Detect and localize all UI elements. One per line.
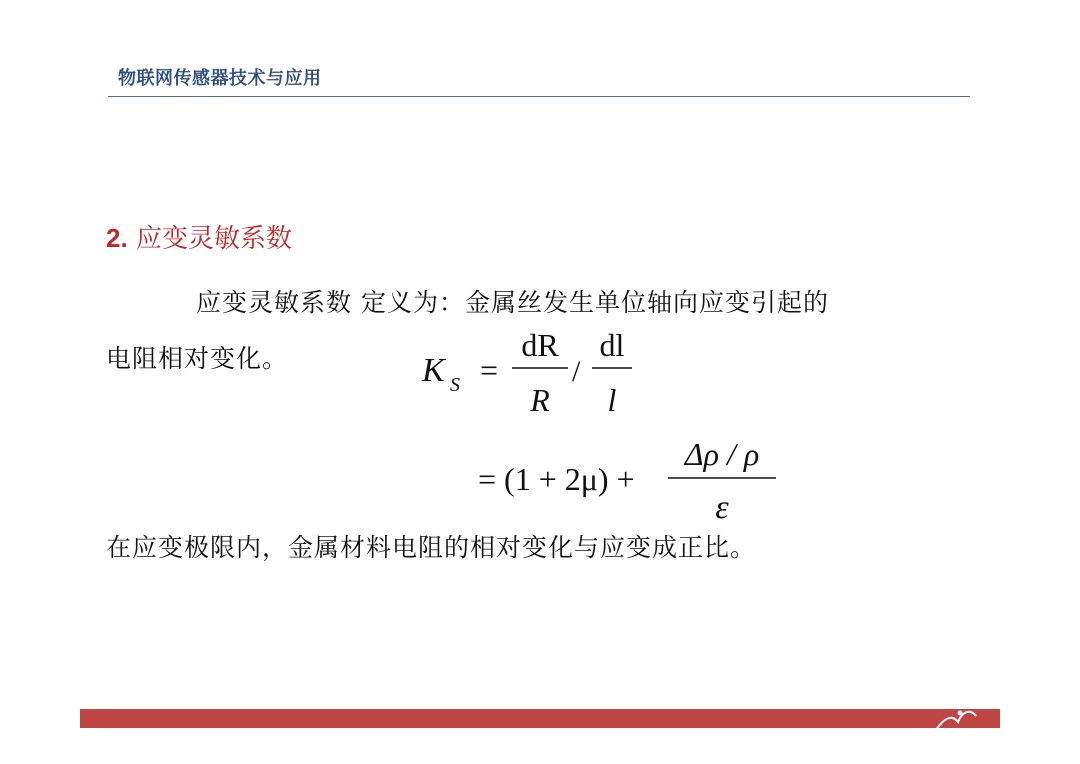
strain-sensitivity-formula bbox=[400, 318, 800, 528]
formula-frac2-numerator: dl bbox=[599, 327, 625, 363]
formula-line2-prefix: = (1 + 2μ) + bbox=[478, 461, 635, 497]
footer-bar bbox=[80, 709, 1000, 728]
formula-frac2-denominator: l bbox=[607, 382, 617, 418]
section-number: 2. bbox=[106, 223, 128, 253]
conclusion-line: 在应变极限内，金属材料电阻的相对变化与应变成正比。 bbox=[106, 533, 757, 562]
formula-lhs-subscript: S bbox=[450, 374, 460, 396]
section-title: 应变灵敏系数 bbox=[135, 224, 292, 254]
formula-frac3-numerator: Δρ / ρ bbox=[684, 436, 760, 472]
definition-line-2: 电阻相对变化。 bbox=[106, 344, 289, 373]
formula-frac1-numerator: dR bbox=[521, 327, 559, 363]
definition-line-1: 应变灵敏系数 定义为：金属丝发生单位轴向应变引起的 bbox=[196, 288, 829, 317]
section-heading bbox=[106, 218, 292, 255]
formula-slash: / bbox=[572, 355, 581, 388]
footer-ornament-icon bbox=[930, 704, 1000, 734]
formula-lhs-k: K bbox=[422, 352, 445, 389]
formula-frac3-denominator: ε bbox=[715, 489, 729, 526]
formula-frac1-denominator: R bbox=[530, 382, 550, 418]
formula-equals: = bbox=[480, 352, 499, 388]
slide-header-title: 物联网传感器技术与应用 bbox=[118, 68, 322, 89]
header-divider bbox=[108, 96, 970, 97]
